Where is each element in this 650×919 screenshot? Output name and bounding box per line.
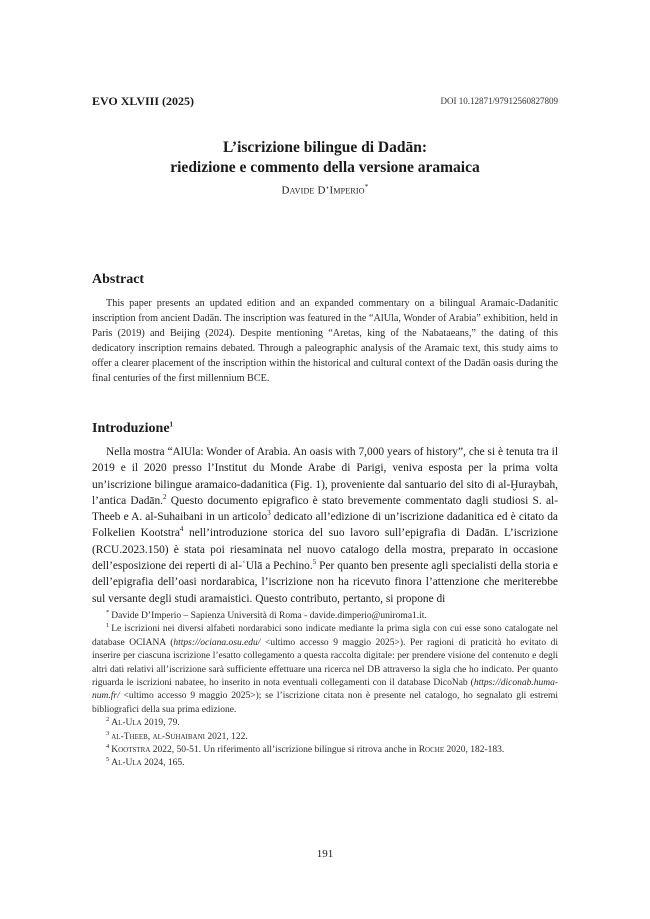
running-header [92,94,558,110]
cited-author: Roche [418,745,445,756]
introduction-paragraph [92,444,558,607]
footnote-text: 2022, 50-51. Un riferimento all’iscrizione bilingue si ritrova anche in [150,745,419,756]
footnote-2 [92,717,558,730]
footnote-ref-4[interactable]: 4 [179,525,184,534]
footnote-text: 2020, 182-183. [444,745,505,756]
author-name: Davide D’Imperio [281,184,365,197]
ociana-link[interactable]: https://ociana.osu.edu/ [173,637,261,648]
page-number: 191 [316,848,334,860]
footnote-text: <ultimo accesso 9 maggio 2025>). Per ragioni di praticità ho evitato di inserire per ciascuna iscrizione l’esatto collegamento a questa raccolta digitale: per prendere visione del contenuto e degli altri dati relativi all’iscrizione sarà sufficiente effettuare una ricerca nel DB attraverso la sigla che ho indicato. Per quanto riguarda le iscrizioni nabatee, ho inserito in nota eventuali collegamenti con il database DicoNab ( [92,637,558,689]
footnote-star [92,610,558,623]
cited-author: al-Theeb, al-Suhaibani [111,731,205,742]
journal-name: EVO XLVIII (2025) [92,94,194,108]
title-line-2: riedizione e commento della versione aramaica [170,159,480,176]
footnote-ref-1[interactable]: 1 [169,420,174,429]
footnote-mark: 3 [106,729,110,737]
footnote-4 [92,744,558,757]
footnote-5 [92,757,558,770]
cited-author: Al-Ula [111,718,142,729]
footnote-text: 2024, 165. [141,758,185,769]
intro-text-3: dedicato all’edizione di un’iscrizione dadanitica ed è citato da Folkelien Kootstra [92,511,558,540]
doi[interactable]: DOI 10.12871/97912560827809 [440,96,558,106]
introduction-heading-text: Introduzione [92,421,170,436]
footnote-text: Davide D’Imperio – Sapienza Università di Roma - davide.dimperio@uniroma1.it. [111,611,427,621]
title-line-1: L’iscrizione bilingue di Dadān: [223,139,427,156]
footnote-ref-2[interactable]: 2 [163,493,167,502]
footnote-mark: 5 [106,756,110,764]
footnote-mark: 1 [106,622,110,630]
footnote-1 [92,623,558,717]
abstract-text: This paper presents an updated edition and an expanded commentary on a bilingual Aramaic-Dadanitic inscription from ancient Dadān. The inscription was featured in the “AlUla, Wonder of Arabia” exhibition, held in Paris (2019) and Beijing (2024). Despite mentioning “Aretas, king of the Nabataeans,” the dating of this dedicatory inscription remains debated. Through a paleographic analysis of the Aramaic text, this study aims to offer a clearer placement of the inscription within the historical and cultural context of the Dadān oasis during the final centuries of the first millennium BCE. [92,298,558,384]
intro-text-5: Per quanto ben presente agli specialisti della storia e dell’epigrafia dell’oasi nordarabica, l’iscrizione non ha ricevuto finora l’attenzione che meriterebbe sul versante degli studi aramaistici. Questo contributo, pertanto, si propone di [92,560,558,605]
footnote-mark: * [106,608,110,616]
diconab-link[interactable]: https://diconab.huma-num.fr/ [92,678,558,702]
intro-text-1: Nella mostra “AlUla: Wonder of Arabia. An oasis with 7,000 years of history”, che si è tenuta tra il 2019 e il 2020 presso l’Institut du Monde Arabe di Parigi, veniva esposta per la prima volta un’iscrizione bilingue aramaico-dadanitica (Fig. 1), proveniente dal santuario del sito di al-Ḫuraybah, l’antica Dadān. [92,446,558,507]
author-footnote-mark[interactable]: * [364,183,369,191]
cited-author: Al-Ula [111,758,142,769]
intro-text-2: Questo documento epigrafico è stato brevemente commentato dagli studiosi S. al-Theeb e A. al-Suhaibani in un articolo [92,494,559,524]
footnote-ref-3[interactable]: 3 [267,509,271,518]
footnote-text: <ultimo accesso 9 maggio 2025>); se l’iscrizione citata non è presente nel catalogo, ho segnalato gli estremi bibliografici della sua prima edizione. [92,691,558,715]
cited-author: Kootstra [111,745,151,756]
footnote-ref-5[interactable]: 5 [312,558,317,567]
footnote-text: 2021, 122. [204,731,248,742]
footnote-3 [92,731,558,744]
intro-text-4: nell’introduzione storica del suo lavoro sull’epigrafia di Dadān. L’iscrizione (RCU.2023.150) è stata poi riesaminata nel nuovo catalogo della mostra, preparato in occasione dell’esposizione dei reperti di al-ʿUlā a Pechino. [92,527,558,573]
footnote-mark: 2 [106,716,110,724]
article-title [92,138,558,178]
abstract-heading: Abstract [92,272,145,287]
author-byline [92,183,558,197]
footnote-text: Le iscrizioni nei diversi alfabeti nordarabici sono indicate mediante la prima sigla con cui esse sono catalogate nel database OCIANA ( [92,624,558,648]
footnotes [92,610,558,771]
footnote-mark: 4 [106,742,110,750]
footnote-text: 2019, 79. [141,718,180,729]
introduction-heading [92,421,173,437]
